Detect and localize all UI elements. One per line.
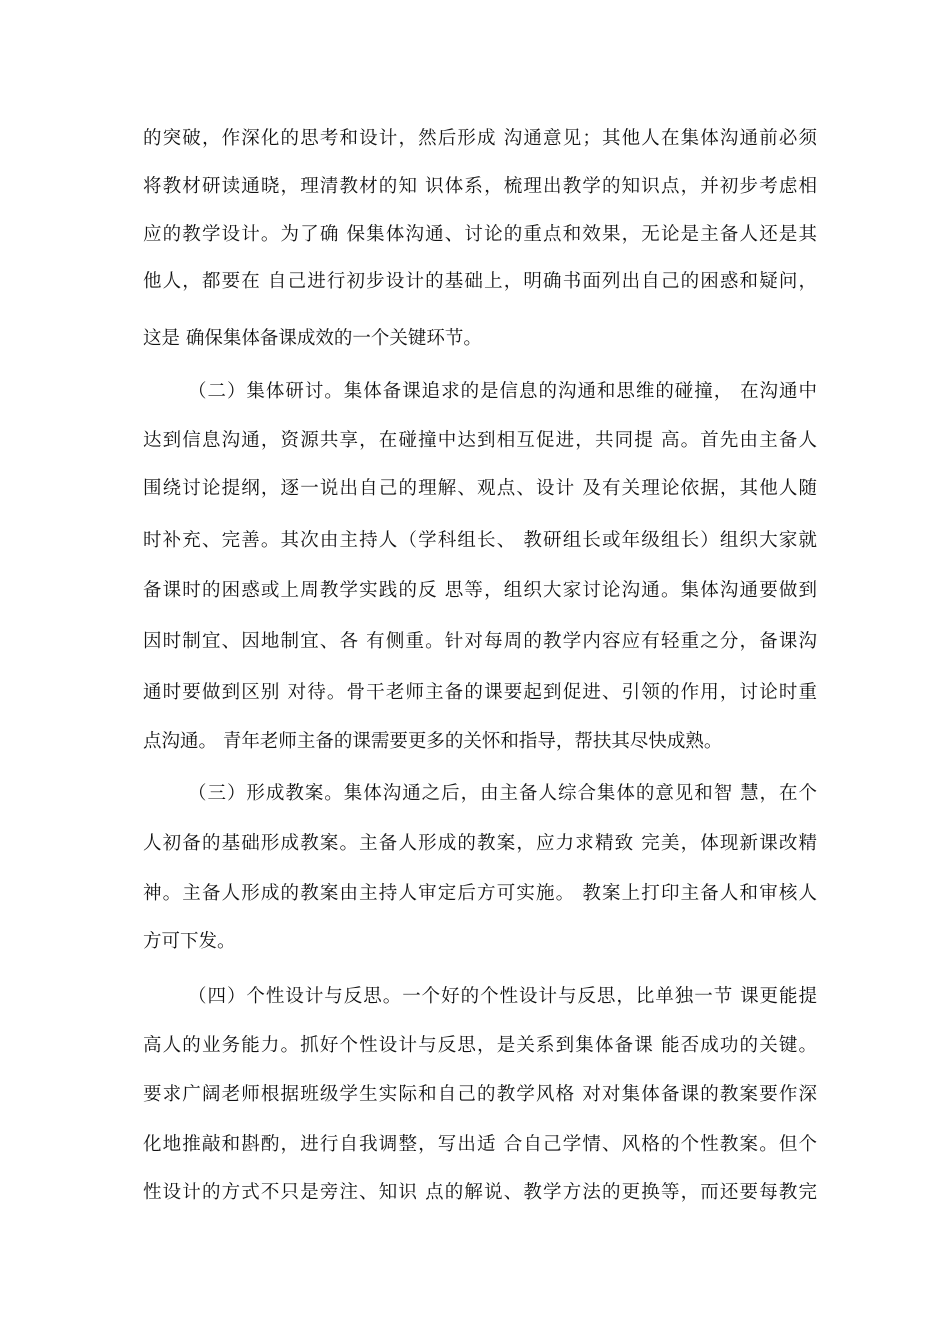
text-line: 因时制宜、因地制宜、各 有侧重。针对每周的教学内容应有轻重之分，备课沟 xyxy=(143,631,817,652)
text-line: （四）个性设计与反思。一个好的个性设计与反思，比单独一节 课更能提 xyxy=(188,986,817,1007)
text-line: 围绕讨论提纲，逐一说出自己的理解、观点、设计 及有关理论依据，其他人随 xyxy=(143,478,817,499)
text-line: 要求广阔老师根据班级学生实际和自己的教学风格 对对集体备课的教案要作深 xyxy=(143,1084,817,1105)
text-line: 达到信息沟通，资源共享，在碰撞中达到相互促进，共同提 高。首先由主备人 xyxy=(143,430,817,451)
text-line: （二）集体研讨。集体备课追求的是信息的沟通和思维的碰撞， 在沟通中 xyxy=(188,381,817,402)
text-line: 通时要做到区别 对待。骨干老师主备的课要起到促进、引领的作用，讨论时重 xyxy=(143,682,817,703)
text-line: 高人的业务能力。抓好个性设计与反思，是关系到集体备课 能否成功的关键。 xyxy=(143,1035,817,1056)
text-line: 应的教学设计。为了确 保集体沟通、讨论的重点和效果，无论是主备人还是其 xyxy=(143,224,817,245)
text-line: 点沟通。 青年老师主备的课需要更多的关怀和指导，帮扶其尽快成熟。 xyxy=(143,731,723,752)
text-line: （三）形成教案。集体沟通之后，由主备人综合集体的意见和智 慧，在个 xyxy=(188,783,817,804)
text-line: 备课时的困惑或上周教学实践的反 思等，组织大家讨论沟通。集体沟通要做到 xyxy=(143,580,817,601)
text-line: 时补充、完善。其次由主持人（学科组长、 教研组长或年级组长）组织大家就 xyxy=(143,530,817,551)
text-line: 这是 确保集体备课成效的一个关键环节。 xyxy=(143,328,482,349)
text-line: 将教材研读通晓，理清教材的知 识体系，梳理出教学的知识点，并初步考虑相 xyxy=(143,176,817,197)
text-line: 化地推敲和斟酌，进行自我调整，写出适 合自己学情、风格的个性教案。但个 xyxy=(143,1134,817,1155)
text-line: 神。主备人形成的教案由主持人审定后方可实施。 教案上打印主备人和审核人 xyxy=(143,883,817,904)
text-line: 人初备的基础形成教案。主备人形成的教案，应力求精致 完美，体现新课改精 xyxy=(143,833,817,854)
text-line: 的突破，作深化的思考和设计，然后形成 沟通意见；其他人在集体沟通前必须 xyxy=(143,128,817,149)
text-line: 方可下发。 xyxy=(143,931,236,952)
text-line: 性设计的方式不只是旁注、知识 点的解说、教学方法的更换等，而还要每教完 xyxy=(143,1182,817,1203)
text-line: 他人，都要在 自己进行初步设计的基础上，明确书面列出自己的困惑和疑问， xyxy=(143,271,817,292)
